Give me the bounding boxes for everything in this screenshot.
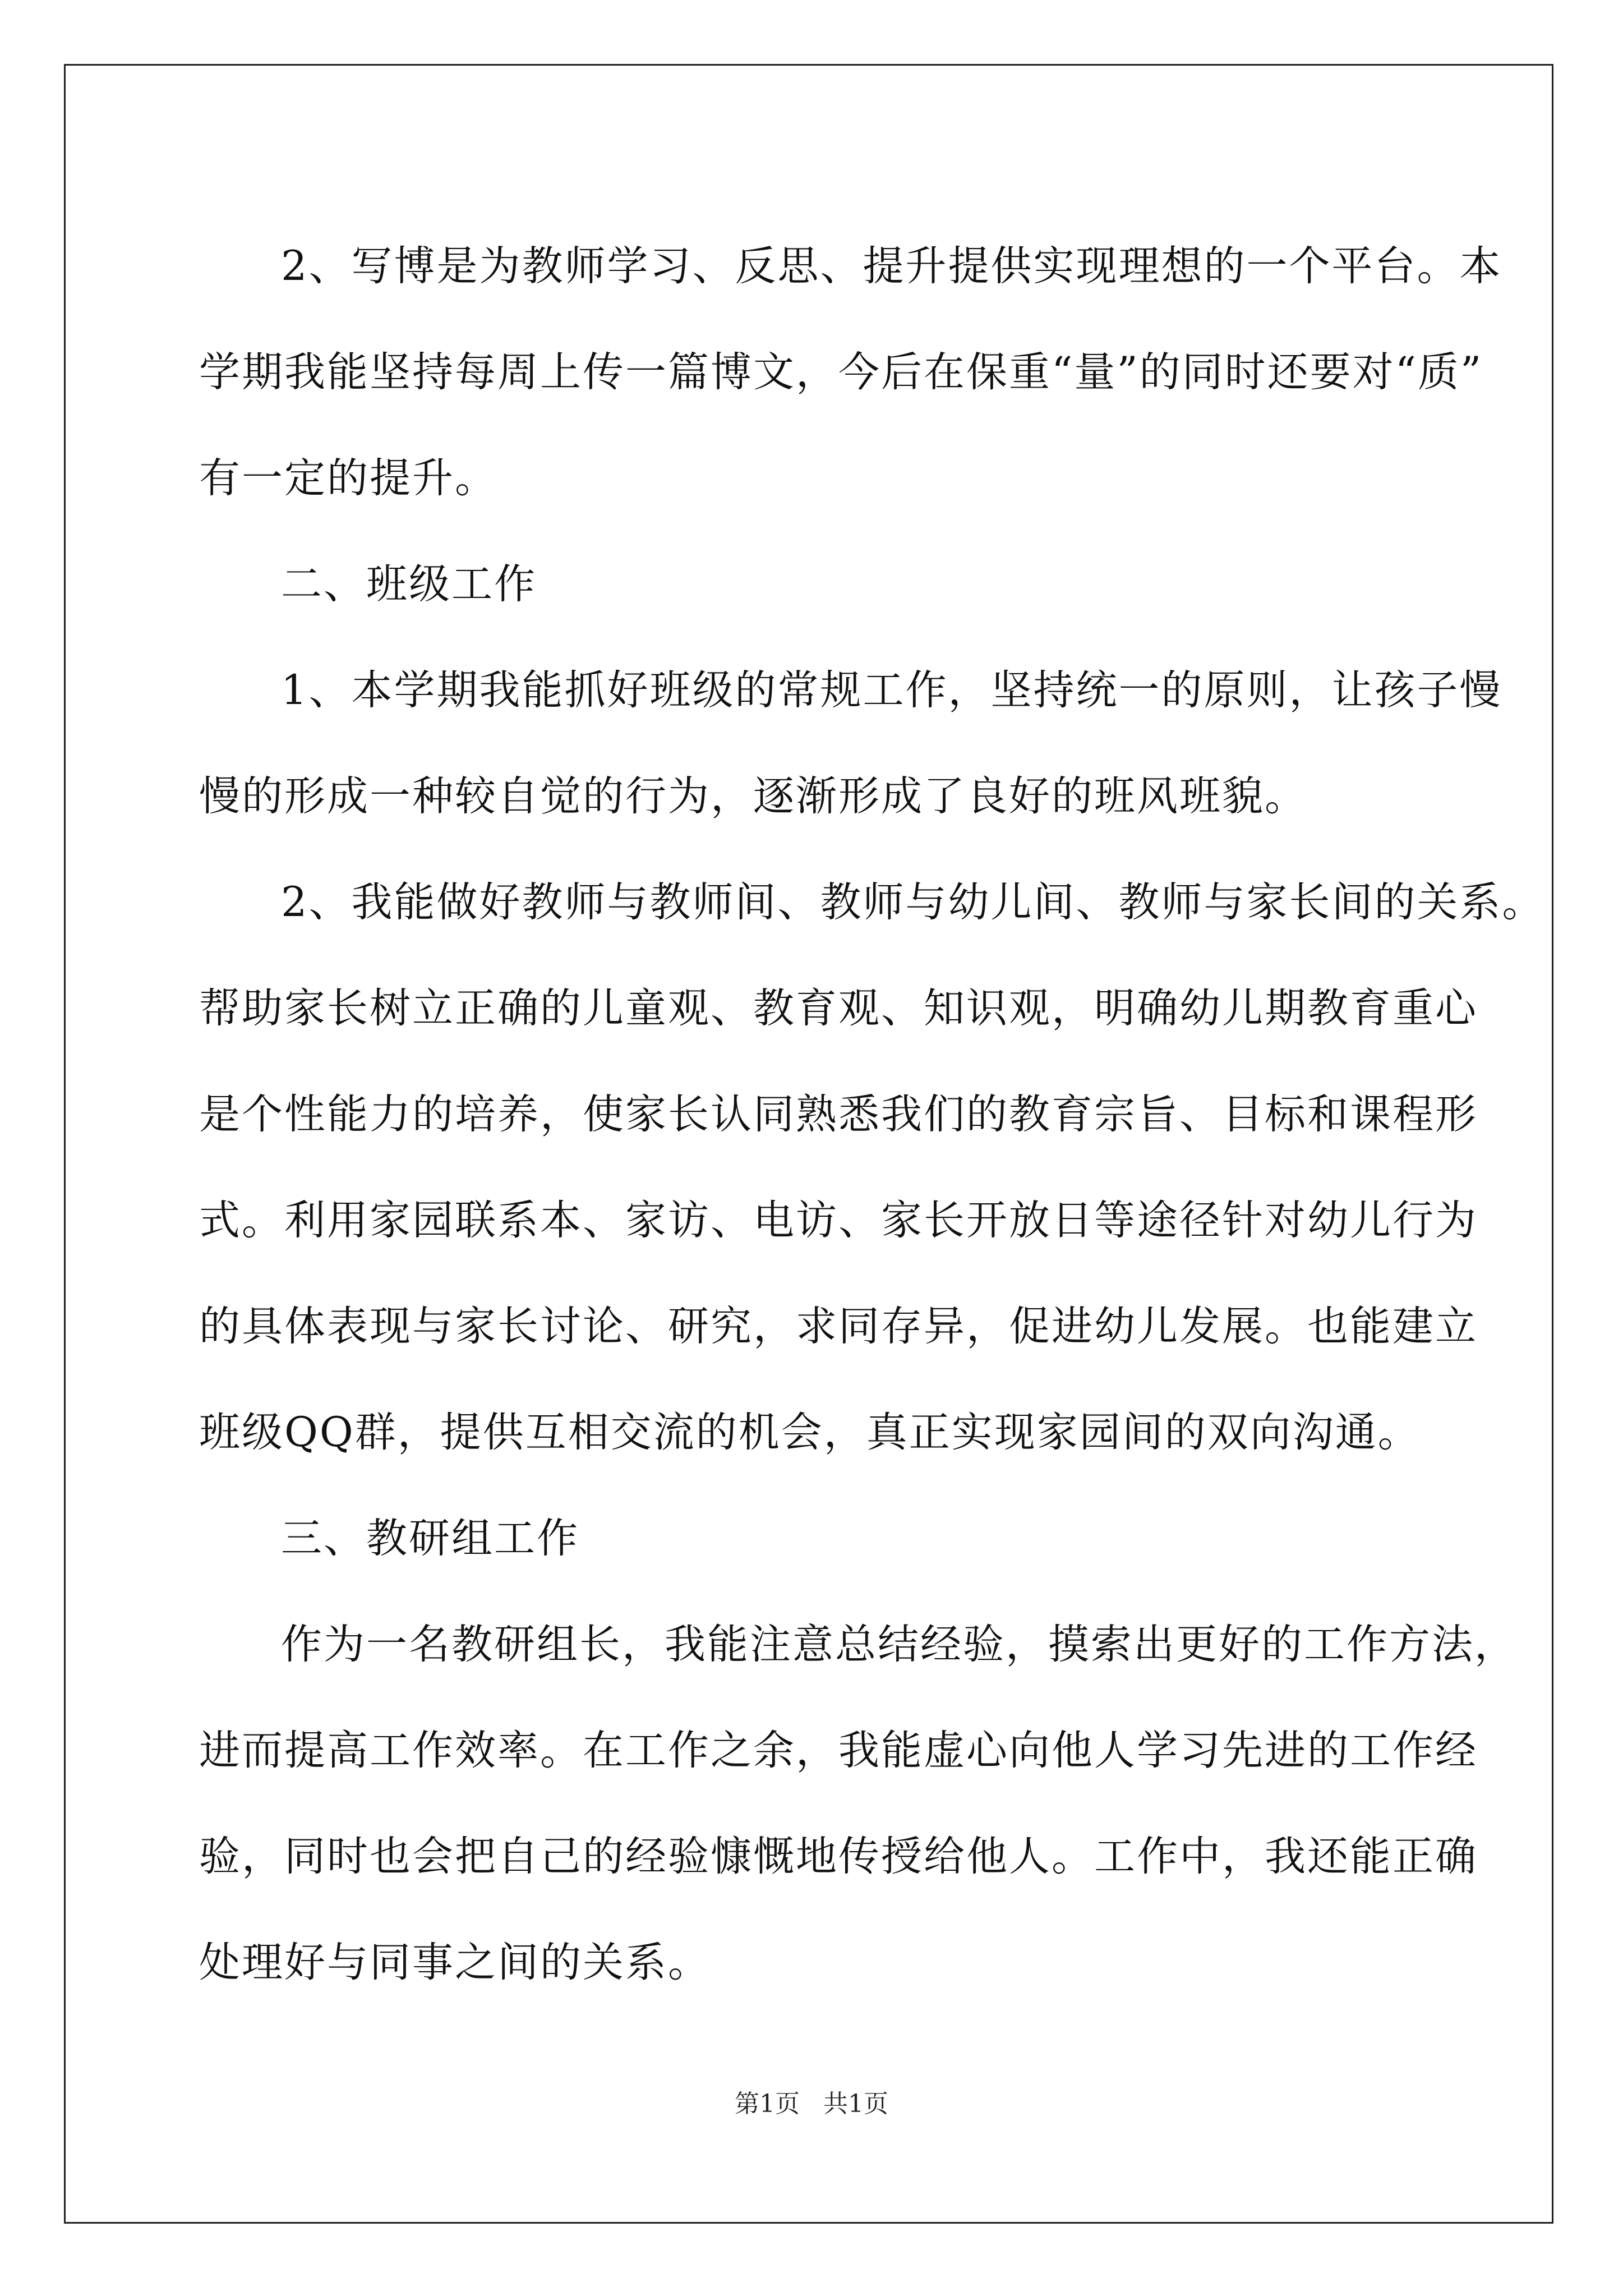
page-footer — [0, 2088, 1623, 2120]
text-line: 帮助家长树立正确的儿童观、教育观、知识观，明确幼儿期教育重心 — [199, 984, 1478, 1032]
paragraph — [199, 1591, 1517, 2016]
text-line: 进而提高工作效率。在工作之余，我能虚心向他人学习先进的工作经 — [199, 1727, 1478, 1774]
section-heading — [199, 1485, 1427, 1591]
text-line: 学期我能坚持每周上传一篇博文，今后在保重“量”的同时还要对“质” — [199, 348, 1483, 396]
total-pages: 共1页 — [823, 2090, 888, 2118]
text-line: 三、教研组工作 — [281, 1515, 579, 1562]
section-heading — [199, 531, 1427, 637]
paragraph — [199, 637, 1502, 849]
paragraph — [199, 849, 1545, 1485]
text-line: 式。利用家园联系本、家访、电访、家长开放日等途径针对幼儿行为 — [199, 1197, 1478, 1244]
text-line: 有一定的提升。 — [199, 454, 497, 502]
text-line: 2、写博是为教师学习、反思、提升提供实现理想的一个平台。本 — [281, 242, 1502, 290]
text-line: 1、本学期我能抓好班级的常规工作，坚持统一的原则，让孩子慢 — [281, 666, 1502, 714]
text-line: 作为一名教研组长，我能注意总结经验，摸索出更好的工作方法， — [281, 1621, 1517, 1668]
text-line: 班级QQ群，提供互相交流的机会，真正实现家园间的双向沟通。 — [199, 1409, 1421, 1456]
text-line: 是个性能力的培养，使家长认同熟悉我们的教育宗旨、目标和课程形 — [199, 1091, 1478, 1138]
text-line: 慢的形成一种较自觉的行为，逐渐形成了良好的班风班貌。 — [199, 772, 1307, 820]
page-number: 第1页 — [735, 2090, 800, 2118]
document-body — [199, 213, 1545, 2016]
text-line: 处理好与同事之间的关系。 — [199, 1939, 711, 1986]
text-line: 2、我能做好教师与教师间、教师与幼儿间、教师与家长间的关系。 — [281, 878, 1545, 926]
text-line: 验，同时也会把自己的经验慷慨地传授给他人。工作中，我还能正确 — [199, 1833, 1478, 1880]
paragraph — [199, 213, 1502, 531]
text-line: 二、班级工作 — [281, 560, 537, 608]
text-line: 的具体表现与家长讨论、研究，求同存异，促进幼儿发展。也能建立 — [199, 1303, 1478, 1350]
